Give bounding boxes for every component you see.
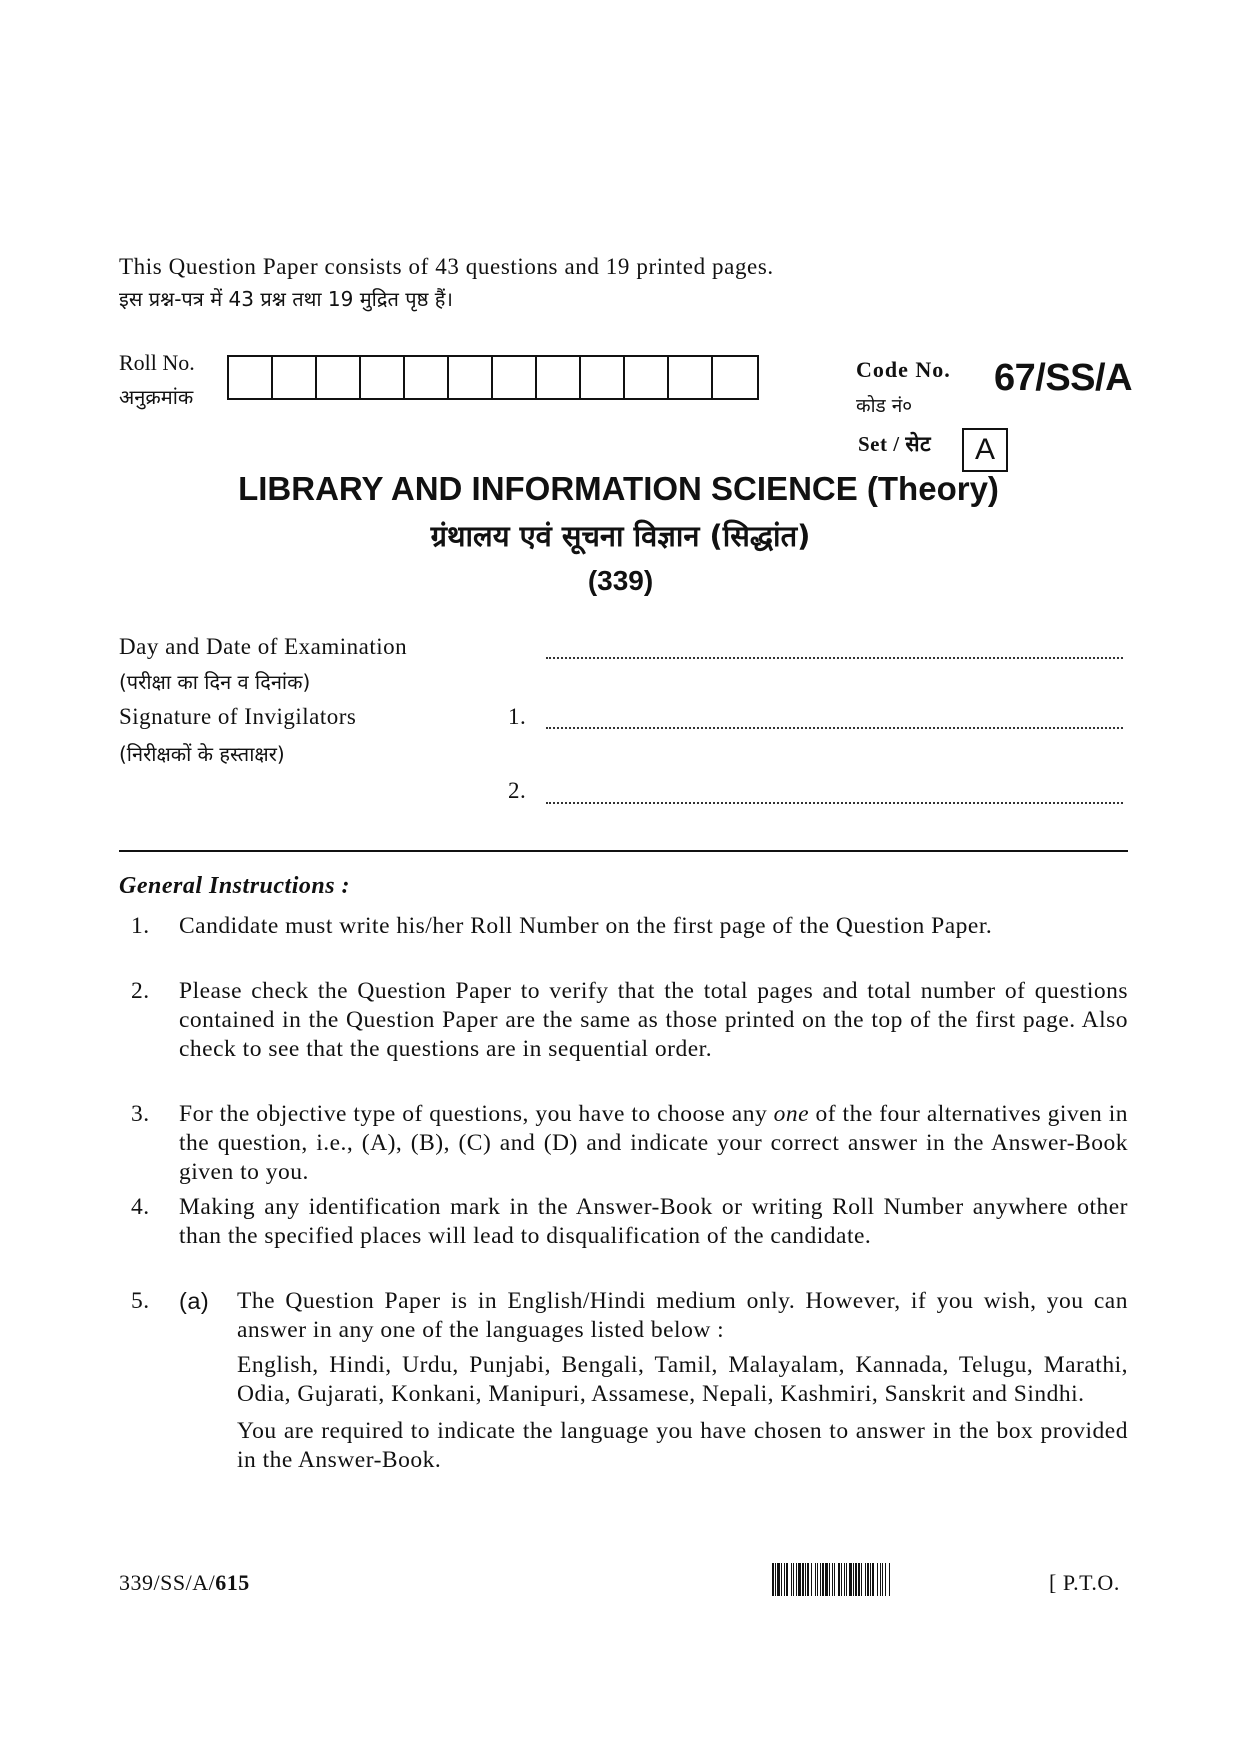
roll-number-box[interactable] xyxy=(625,357,669,398)
exam-date-field[interactable] xyxy=(546,655,1123,659)
signature-2-number: 2. xyxy=(508,778,527,803)
roll-number-box[interactable] xyxy=(361,357,405,398)
languages-list: English, Hindi, Urdu, Punjabi, Bengali, Tamil, Malayalam, Kannada, Telugu, Marathi, Odia, Gujarati, Konkani, Manipuri, Assamese, Nepali, Kashmiri, Sanskrit and Sindhi. xyxy=(237,1352,1128,1407)
instruction-item-4 xyxy=(119,1193,1128,1251)
set-box: A xyxy=(962,428,1008,472)
pages-count-statement-hindi: इस प्रश्न-पत्र में 43 प्रश्न तथा 19 मुद्रित पृष्ठ हैं। xyxy=(119,287,453,311)
roll-number-box[interactable] xyxy=(669,357,713,398)
instruction-text: Please check the Question Paper to verify that the total pages and total number of questions contained in the Question Paper are the same as those printed on the top of the first page. Also check to see that the questions are in sequential order. xyxy=(179,978,1128,1062)
please-turn-over: [ P.T.O. xyxy=(1049,1570,1120,1595)
set-label: Set / सेट xyxy=(858,432,932,456)
signature-1-field[interactable] xyxy=(546,725,1123,729)
instruction-item-1 xyxy=(119,912,1128,941)
code-number-value: 67/SS/A xyxy=(994,357,1133,399)
roll-number-box[interactable] xyxy=(537,357,581,398)
pages-count-statement: This Question Paper consists of 43 questions and 19 printed pages. xyxy=(119,254,774,279)
roll-number-box[interactable] xyxy=(405,357,449,398)
instruction-number: 1. xyxy=(131,913,150,939)
instruction-text: The Question Paper is in English/Hindi medium only. However, if you wish, you can answer in any one of the languages listed below : xyxy=(237,1288,1128,1343)
roll-number-box[interactable] xyxy=(317,357,361,398)
instruction-number: 3. xyxy=(131,1101,150,1127)
instruction-item-2 xyxy=(119,977,1128,1064)
barcode-icon xyxy=(772,1563,1020,1596)
roll-number-box[interactable] xyxy=(449,357,493,398)
roll-number-label: Roll No. xyxy=(119,350,195,375)
paper-code-footer xyxy=(119,1570,250,1596)
instruction-text-part: For the objective type of questions, you have to choose any xyxy=(179,1101,774,1127)
signature-1-number: 1. xyxy=(508,704,527,729)
roll-number-box[interactable] xyxy=(493,357,537,398)
invigilator-signature-label-hindi: (निरीक्षकों के हस्ताक्षर) xyxy=(119,742,285,766)
code-number-label: Code No. xyxy=(856,357,951,382)
language-note: You are required to indicate the language you have chosen to answer in the box provided in the Answer-Book. xyxy=(237,1418,1128,1473)
roll-number-label-hindi: अनुक्रमांक xyxy=(119,385,194,409)
paper-code-prefix: 339/SS/A/ xyxy=(119,1570,216,1595)
instruction-number: 2. xyxy=(131,978,150,1004)
instructions-heading: General Instructions : xyxy=(119,873,351,899)
subject-title-hindi: ग्रंथालय एवं सूचना विज्ञान (सिद्धांत) xyxy=(430,519,811,553)
roll-number-box[interactable] xyxy=(581,357,625,398)
instruction-sub-label: (a) xyxy=(179,1288,210,1314)
divider xyxy=(119,850,1128,852)
exam-date-label-hindi: (परीक्षा का दिन व दिनांक) xyxy=(119,670,311,694)
roll-number-boxes[interactable] xyxy=(227,355,759,400)
instruction-item-5 xyxy=(119,1287,1128,1475)
subject-code: (339) xyxy=(587,565,654,596)
signature-2-field[interactable] xyxy=(546,800,1123,804)
roll-number-box[interactable] xyxy=(229,357,273,398)
instruction-number: 4. xyxy=(131,1194,150,1220)
invigilator-signature-label: Signature of Invigilators xyxy=(119,704,357,729)
roll-number-box[interactable] xyxy=(713,357,757,398)
subject-title: LIBRARY AND INFORMATION SCIENCE (Theory) xyxy=(238,470,999,507)
instruction-text: Candidate must write his/her Roll Number on the first page of the Question Paper. xyxy=(179,913,993,939)
instruction-text-part: of the four alternatives given in the question, i.e., (A), (B), (C) and (D) and indicate your correct answer in the Answer-Book given to you. xyxy=(179,1101,1129,1185)
instruction-text xyxy=(179,1100,1128,1187)
exam-date-label: Day and Date of Examination xyxy=(119,634,408,659)
instruction-text: Making any identification mark in the Answer-Book or writing Roll Number anywhere other than the specified places will lead to disqualification of the candidate. xyxy=(179,1194,1128,1249)
code-number-label-hindi: कोड नं० xyxy=(856,395,913,417)
instruction-item-3 xyxy=(119,1100,1128,1187)
instruction-number: 5. xyxy=(131,1288,150,1314)
emphasis-one: one xyxy=(773,1101,810,1127)
roll-number-box[interactable] xyxy=(273,357,317,398)
paper-code-number: 615 xyxy=(215,1570,250,1595)
